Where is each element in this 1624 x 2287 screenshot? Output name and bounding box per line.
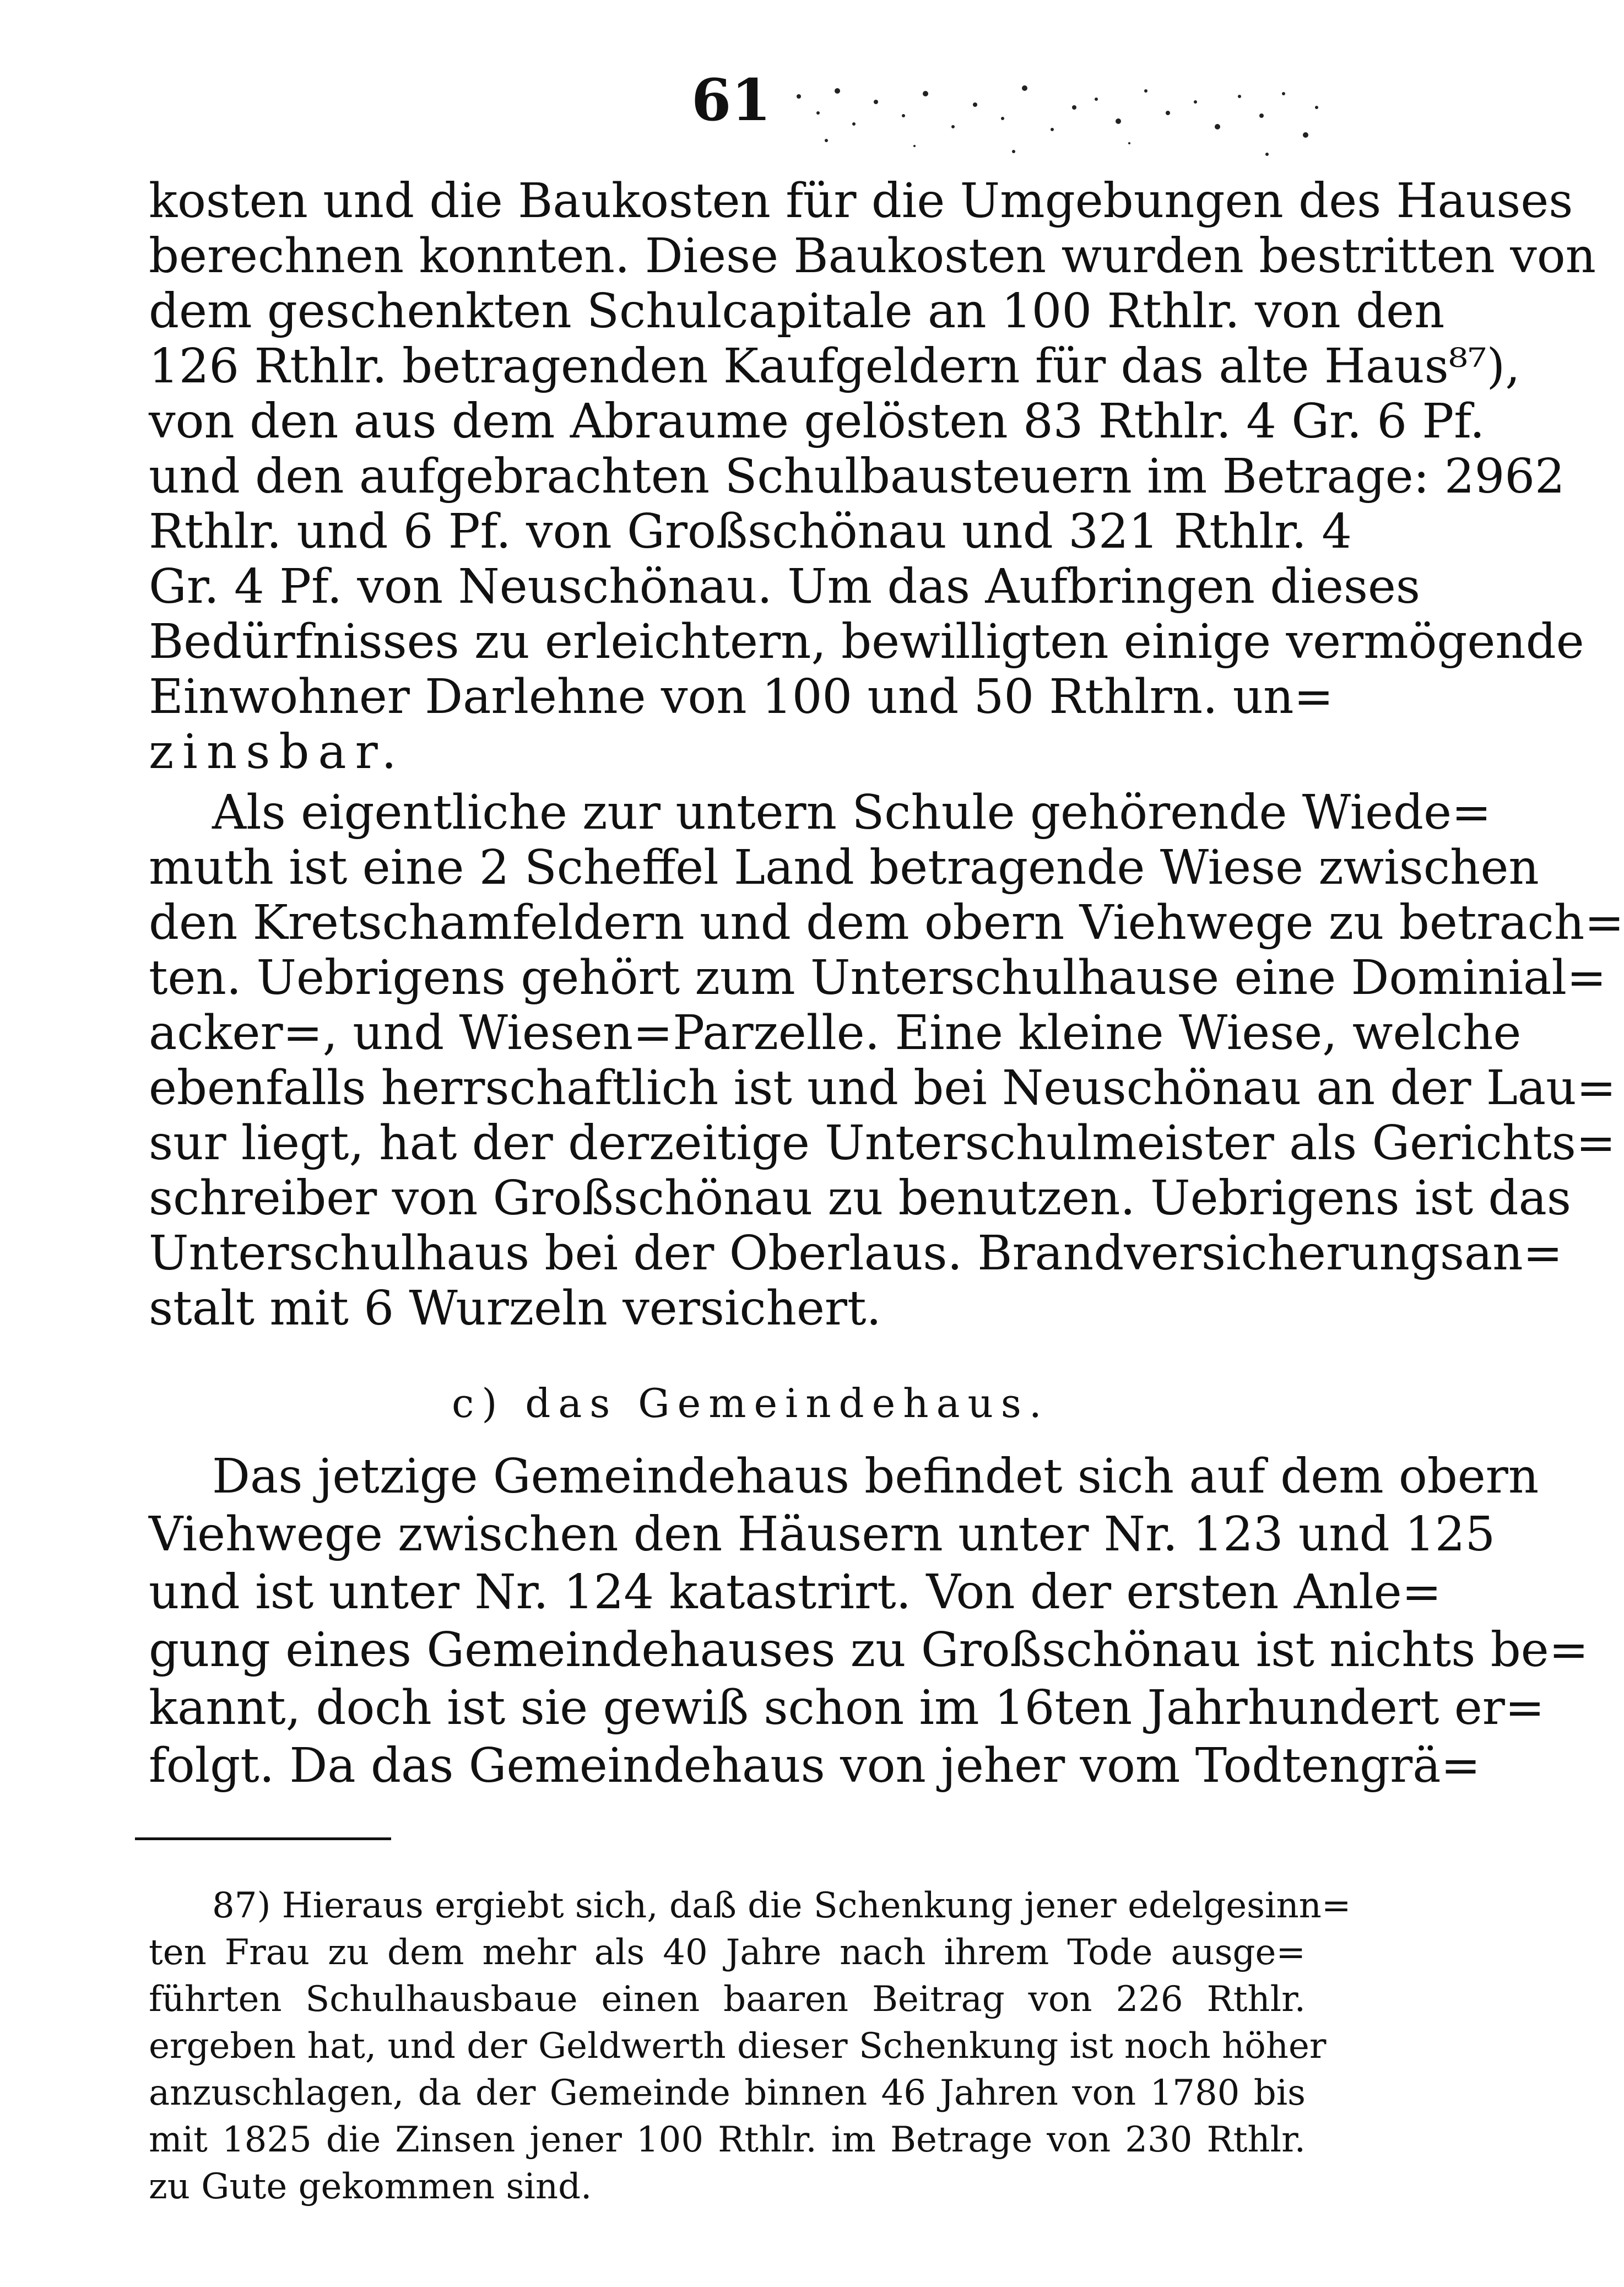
text-line: den Kretschamfeldern und dem obern Viehwege zu betrach=: [149, 895, 1624, 950]
section-text-line: gung eines Gemeindehauses zu Großschönau ist nichts be=: [149, 1623, 1589, 1678]
text-line: Bedürfnisses zu erleichtern, bewilligten einige vermögende: [149, 614, 1584, 669]
print-speckle-decoration: [788, 74, 1328, 168]
section-heading: c) das Gemeindehaus.: [452, 1380, 1049, 1426]
text-line: ebenfalls herrschaftlich ist und bei Neuschönau an der Lau=: [149, 1061, 1616, 1116]
text-line: ten. Uebrigens gehört zum Unterschulhause eine Dominial=: [149, 950, 1607, 1005]
footnote-line: ergeben hat, und der Geldwerth dieser Schenkung ist noch höher: [149, 2026, 1327, 2067]
text-line: Rthlr. und 6 Pf. von Großschönau und 321 Rthlr. 4: [149, 504, 1352, 559]
footnote-line: anzuschlagen, da der Gemeinde binnen 46 Jahren von 1780 bis: [149, 2073, 1306, 2113]
footnote-divider: [135, 1837, 391, 1840]
footnote-line: mit 1825 die Zinsen jener 100 Rthlr. im Betrage von 230 Rthlr.: [149, 2120, 1306, 2160]
section-text-line: kannt, doch ist sie gewiß schon im 16ten Jahrhundert er=: [149, 1680, 1545, 1735]
text-line: Gr. 4 Pf. von Neuschönau. Um das Aufbringen dieses: [149, 559, 1421, 614]
text-line: zinsbar.: [149, 725, 405, 780]
footnote-line: führten Schulhausbaue einen baaren Beitrag von 226 Rthlr.: [149, 1979, 1306, 2020]
text-line: von den aus dem Abraume gelösten 83 Rthlr. 4 Gr. 6 Pf.: [149, 394, 1485, 449]
text-line: stalt mit 6 Wurzeln versichert.: [149, 1281, 881, 1336]
section-text-line: folgt. Da das Gemeindehaus von jeher vom Todtengrä=: [149, 1738, 1481, 1793]
text-line: Einwohner Darlehne von 100 und 50 Rthlrn. un=: [149, 669, 1334, 725]
text-line: und den aufgebrachten Schulbausteuern im Betrage: 2962: [149, 449, 1565, 504]
text-line: sur liegt, hat der derzeitige Unterschulmeister als Gerichts=: [149, 1116, 1616, 1171]
section-text-line: Das jetzige Gemeindehaus befindet sich auf dem obern: [212, 1449, 1539, 1504]
text-line: berechnen konnten. Diese Baukosten wurden bestritten von: [149, 229, 1596, 284]
footnote-line: zu Gute gekommen sind.: [149, 2166, 592, 2207]
text-line: Als eigentliche zur untern Schule gehörende Wiede=: [212, 785, 1492, 840]
page-number: 61: [691, 66, 771, 134]
text-line: Unterschulhaus bei der Oberlaus. Brandversicherungsan=: [149, 1226, 1563, 1281]
text-line: kosten und die Baukosten für die Umgebungen des Hauses: [149, 174, 1573, 229]
text-line: schreiber von Großschönau zu benutzen. Uebrigens ist das: [149, 1171, 1571, 1226]
text-line: 126 Rthlr. betragenden Kaufgeldern für das alte Haus⁸⁷),: [149, 339, 1520, 394]
text-line: muth ist eine 2 Scheffel Land betragende Wiese zwischen: [149, 840, 1539, 895]
footnote-line: 87) Hieraus ergiebt sich, daß die Schenkung jener edelgesinn=: [212, 1885, 1351, 1926]
section-text-line: Viehwege zwischen den Häusern unter Nr. 123 und 125: [149, 1507, 1496, 1562]
footnote-line: ten Frau zu dem mehr als 40 Jahre nach ihrem Tode ausge=: [149, 1932, 1306, 1973]
text-line: acker=, und Wiesen=Parzelle. Eine kleine Wiese, welche: [149, 1005, 1522, 1061]
section-text-line: und ist unter Nr. 124 katastrirt. Von der ersten Anle=: [149, 1565, 1442, 1620]
text-line: dem geschenkten Schulcapitale an 100 Rthlr. von den: [149, 284, 1445, 339]
